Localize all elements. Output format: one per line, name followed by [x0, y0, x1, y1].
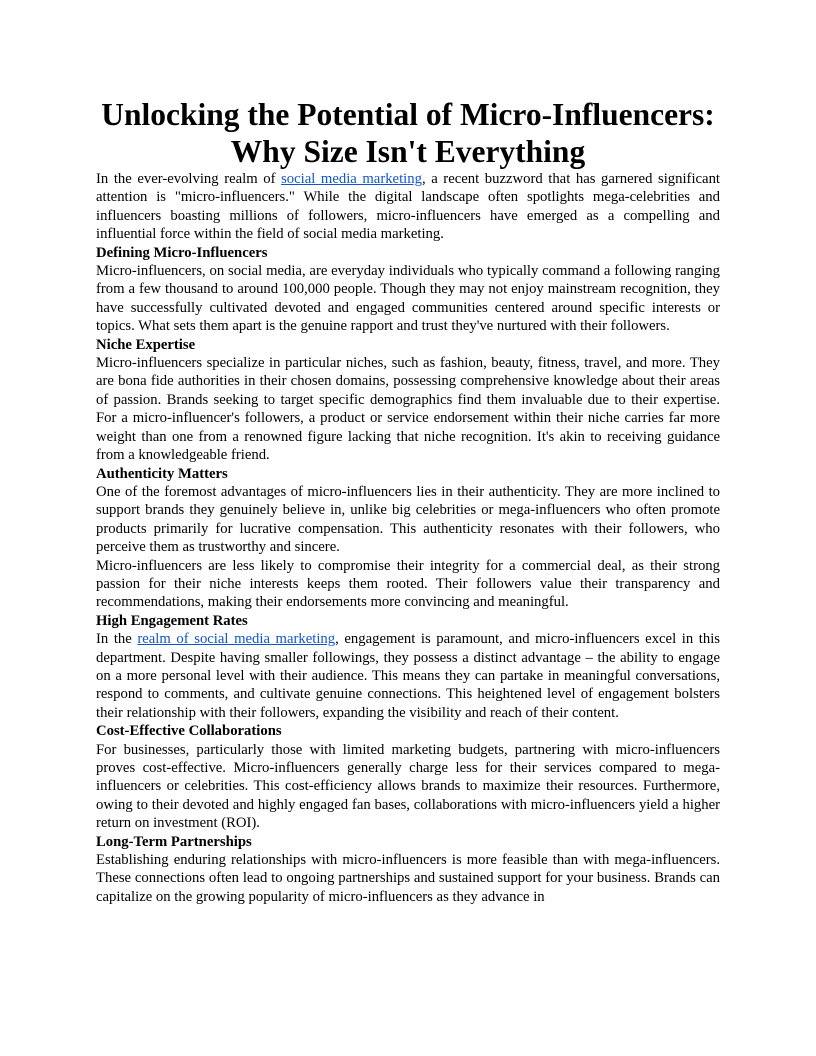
intro-text-end: , a recent buzzword that has garnered significant attention is "micro-influencers." While the digital landscape often spotlights mega-celebrities and influencers boasting millions of followers, micro-influencers have emerged as a compelling and influential force within the field of social media marketing.	[96, 171, 720, 243]
section-heading-authenticity: Authenticity Matters	[96, 465, 228, 482]
section-paragraph-authenticity-1: One of the foremost advantages of micro-influencers lies in their authenticity. They are more inclined to support brands they genuinely believe in, unlike big celebrities or mega-influencers who often promote products primarily for lucrative compensation. This authenticity resonates with their followers, who perceive them as trustworthy and sincere.	[96, 483, 720, 556]
section-heading-niche: Niche Expertise	[96, 336, 196, 353]
section-heading-defining: Defining Micro-Influencers	[96, 244, 268, 261]
section-paragraph-defining: Micro-influencers, on social media, are everyday individuals who typically command a following ranging from a few thousand to around 100,000 people. Though they may not enjoy mainstream recognition, they have successfully cultivated devoted and engaged communities centered around specific interests or topics. What sets them apart is the genuine rapport and trust they've nurtured with their followers.	[96, 263, 720, 335]
section-paragraph-engagement	[96, 630, 720, 722]
section-paragraph-cost: For businesses, particularly those with limited marketing budgets, partnering with micro-influencers proves cost-effective. Micro-influencers generally charge less for their services compared to mega-influencers or celebrities. This cost-efficiency allows brands to maximize their resources. Furthermore, owing to their devoted and highly engaged fan bases, collaborations with micro-influencers yield a higher return on investment (ROI).	[96, 741, 720, 832]
section-heading-cost: Cost-Effective Collaborations	[96, 723, 282, 740]
intro-paragraph	[96, 170, 720, 244]
engagement-text-start: In the	[96, 631, 138, 648]
realm-of-social-media-marketing-link[interactable]: realm of social media marketing	[137, 631, 336, 648]
section-paragraph-authenticity-2: Micro-influencers are less likely to compromise their integrity for a commercial deal, as their strong passion for their niche interests keeps them rooted. Their followers value their transparency and recommendations, making their endorsements more convincing and meaningful.	[96, 557, 720, 611]
section-paragraph-niche: Micro-influencers specialize in particular niches, such as fashion, beauty, fitness, travel, and more. They are bona fide authorities in their chosen domains, possessing comprehensive knowledge about their areas of passion. Brands seeking to target specific demographics find them invaluable due to their expertise. For a micro-influencer's followers, a product or service endorsement within their niche carries far more weight than one from a renowned figure lacking that niche recognition. It's akin to receiving guidance from a knowledgeable friend.	[96, 355, 720, 464]
intro-text-start: In the ever-evolving realm of	[96, 171, 282, 187]
section-paragraph-longterm: Establishing enduring relationships with micro-influencers is more feasible than with mega-influencers. These connections often lead to ongoing partnerships and sustained support for your business. Brands can capitalize on the growing popularity of micro-influencers as they advance in	[96, 852, 720, 905]
article-title: Unlocking the Potential of Micro-Influencers: Why Size Isn't Everything	[101, 97, 715, 169]
document-page	[96, 96, 720, 906]
social-media-marketing-link[interactable]: social media marketing	[281, 171, 422, 187]
engagement-text-end: , engagement is paramount, and micro-influencers excel in this department. Despite having smaller followings, they possess a distinct advantage – the ability to engage on a more personal level with their audience. This means they can partake in meaningful conversations, respond to comments, and cultivate genuine connections. This heightened level of engagement bolsters their relationship with their followers, expanding the visibility and reach of their content.	[96, 631, 720, 721]
section-heading-engagement: High Engagement Rates	[96, 612, 248, 629]
section-heading-longterm: Long-Term Partnerships	[96, 833, 252, 850]
